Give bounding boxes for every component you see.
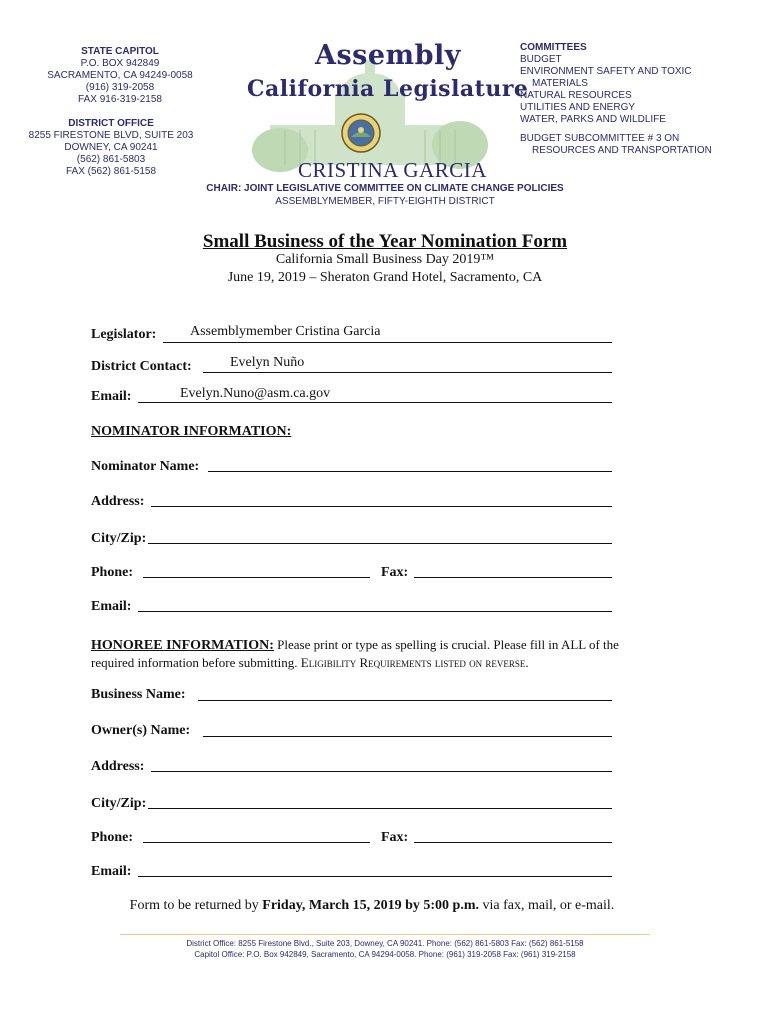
- return-note-prefix: Form to be returned by: [129, 898, 263, 913]
- district-designation: ASSEMBLYMEMBER, FIFTY-EIGHTH DISTRICT: [275, 196, 495, 207]
- business-name-label: Business Name:: [91, 687, 186, 702]
- legislator-label: Legislator:: [91, 327, 157, 342]
- district-title: DISTRICT OFFICE: [68, 118, 154, 129]
- district-contact-value: Evelyn Nuño: [230, 355, 305, 370]
- committee-item: MATERIALS: [532, 78, 588, 89]
- logo-california-legislature: California Legislature: [247, 76, 529, 102]
- nominator-fax-label: Fax:: [381, 565, 409, 580]
- member-name: CRISTINA GARCIA: [298, 158, 487, 182]
- nominator-name-label: Nominator Name:: [91, 459, 200, 474]
- nominator-phone-label: Phone:: [91, 565, 133, 580]
- honoree-note-line-2: [91, 655, 529, 671]
- committee-item: WATER, PARKS AND WILDLIFE: [520, 114, 666, 125]
- nominator-name-field[interactable]: [208, 471, 612, 472]
- honoree-phone-field[interactable]: [143, 842, 370, 843]
- district-contact-label: District Contact:: [91, 359, 192, 374]
- nominator-cityzip-field[interactable]: [148, 543, 612, 544]
- honoree-fax-field[interactable]: [414, 842, 612, 843]
- district-line: FAX (562) 861-5158: [65, 166, 157, 177]
- legislator-email-label: Email:: [91, 389, 132, 404]
- nominator-heading: NOMINATOR INFORMATION:: [91, 424, 292, 439]
- committee-item: ENVIRONMENT SAFETY AND TOXIC: [520, 66, 692, 77]
- capitol-line: P.O. BOX 942849: [80, 58, 160, 69]
- honoree-fax-label: Fax:: [381, 830, 409, 845]
- capitol-title: STATE CAPITOL: [81, 46, 159, 57]
- eligibility-note: Eligibility Requirements listed on reverse.: [300, 655, 529, 670]
- honoree-cityzip-label: City/Zip:: [91, 796, 147, 811]
- district-contact-field[interactable]: [203, 372, 612, 373]
- logo-assembly: Assembly: [315, 40, 461, 71]
- return-note-suffix: via fax, mail, or e-mail.: [479, 898, 615, 913]
- capitol-address-block: [20, 46, 220, 106]
- district-line: (562) 861-5803: [76, 154, 146, 165]
- honoree-email-label: Email:: [91, 864, 132, 879]
- capitol-line: FAX 916-319-2158: [78, 94, 162, 105]
- nominator-email-field[interactable]: [138, 611, 612, 612]
- form-title: Small Business of the Year Nomination Form: [202, 231, 568, 252]
- legislator-field[interactable]: [163, 342, 612, 343]
- district-address-block: [6, 118, 216, 178]
- honoree-note-1: Please print or type as spelling is crucial. Please fill in ALL of the: [273, 637, 619, 652]
- honoree-note-2: required information before submitting.: [91, 655, 301, 670]
- nominator-email-label: Email:: [91, 599, 132, 614]
- footer-divider: [120, 934, 650, 935]
- nominator-address-field[interactable]: [151, 506, 612, 507]
- nominator-fax-field[interactable]: [414, 577, 612, 578]
- footer-district-line: District Office: 8255 Firestone Blvd., Suite 203, Downey, CA 90241. Phone: (562) 861-5803 Fax: (562) 861-5158: [186, 939, 584, 948]
- state-seal-icon: [341, 113, 381, 153]
- return-deadline: Friday, March 15, 2019 by 5:00 p.m.: [262, 898, 480, 913]
- honoree-address-field[interactable]: [151, 771, 612, 772]
- committee-item: UTILITIES AND ENERGY: [520, 102, 636, 113]
- district-line: 8255 FIRESTONE BLVD, SUITE 203: [28, 130, 194, 141]
- district-line: DOWNEY, CA 90241: [64, 142, 158, 153]
- footer-capitol-line: Capitol Office: P.O. Box 942849, Sacramento, CA 94294-0058. Phone: (961) 319-2058 Fax: (961) 319-2158: [194, 950, 576, 959]
- committee-item: NATURAL RESOURCES: [520, 90, 632, 101]
- legislator-email-field[interactable]: [138, 402, 612, 403]
- subcommittee-line: BUDGET SUBCOMMITTEE # 3 ON: [520, 133, 680, 144]
- event-line: June 19, 2019 – Sheraton Grand Hotel, Sacramento, CA: [227, 270, 543, 285]
- committees-title: COMMITTEES: [520, 42, 587, 53]
- business-name-field[interactable]: [198, 700, 612, 701]
- nominator-cityzip-label: City/Zip:: [91, 531, 147, 546]
- committee-item: BUDGET: [520, 54, 562, 65]
- subcommittee-line: RESOURCES AND TRANSPORTATION: [532, 145, 712, 156]
- nominator-phone-field[interactable]: [143, 577, 370, 578]
- legislator-value: Assemblymember Cristina Garcia: [190, 324, 381, 339]
- nominator-address-label: Address:: [91, 494, 145, 509]
- honoree-address-label: Address:: [91, 759, 145, 774]
- capitol-line: (916) 319-2058: [85, 82, 155, 93]
- return-note: [0, 898, 744, 914]
- chair-line: CHAIR: JOINT LEGISLATIVE COMMITTEE ON CLIMATE CHANGE POLICIES: [206, 183, 564, 194]
- honoree-cityzip-field[interactable]: [148, 808, 612, 809]
- honoree-email-field[interactable]: [138, 876, 612, 877]
- form-subtitle: California Small Business Day 2019™: [275, 252, 495, 267]
- honoree-phone-label: Phone:: [91, 830, 133, 845]
- owner-name-label: Owner(s) Name:: [91, 723, 191, 738]
- footer-block: [0, 938, 770, 960]
- honoree-heading: HONOREE INFORMATION:: [91, 638, 274, 653]
- capitol-line: SACRAMENTO, CA 94249-0058: [47, 70, 193, 81]
- owner-name-field[interactable]: [203, 736, 612, 737]
- honoree-heading-block: [91, 636, 691, 654]
- legislator-email-value: Evelyn.Nuno@asm.ca.gov: [180, 386, 331, 401]
- committees-block: [520, 42, 760, 157]
